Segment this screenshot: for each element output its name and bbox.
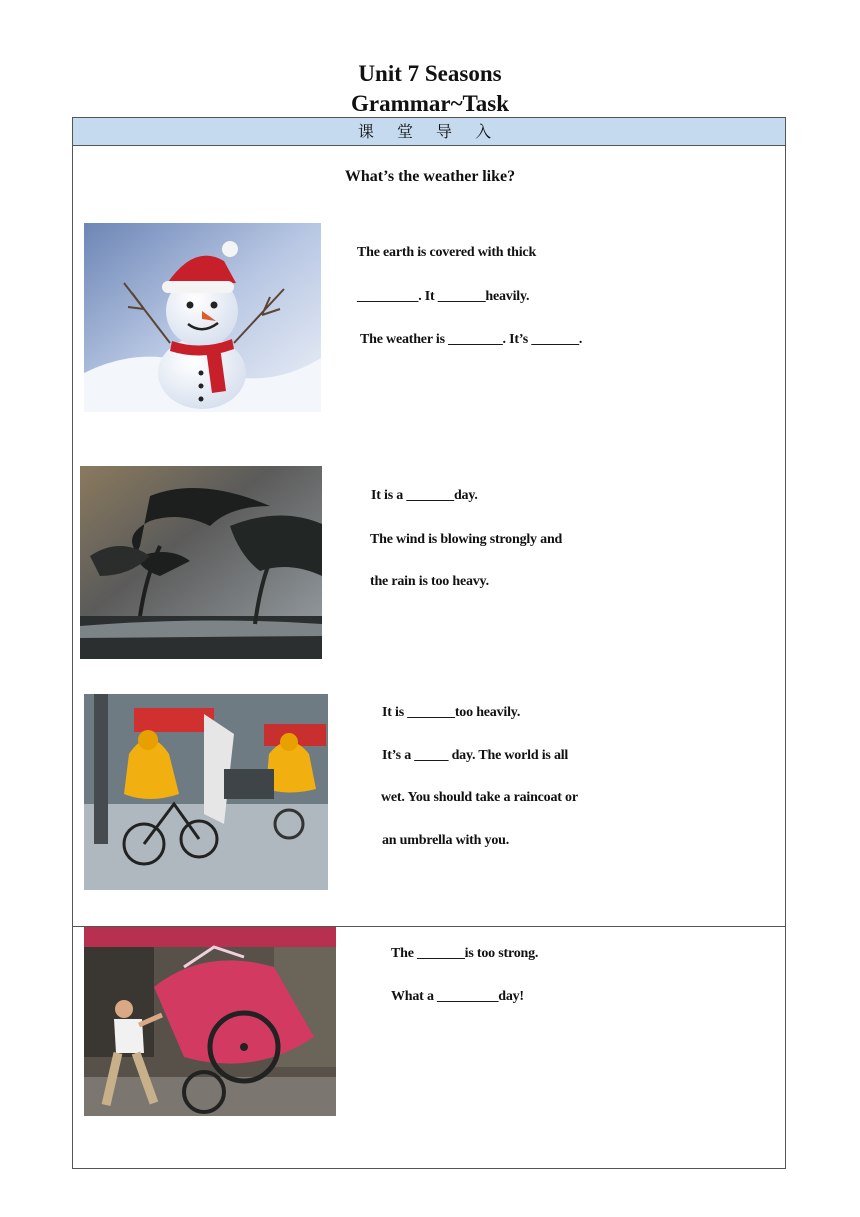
- section-header: 课 堂 导 入: [72, 117, 786, 146]
- rainy-cyclists-image: [84, 694, 328, 890]
- overturned-rickshaw-image: [84, 927, 336, 1116]
- windy-trees-image: [80, 466, 322, 659]
- item2-line3: the rain is too heavy.: [370, 574, 489, 589]
- item3-line3: wet. You should take a raincoat or: [381, 790, 578, 805]
- item4-line1: The _______is too strong.: [391, 946, 539, 961]
- document-title: Unit 7 Seasons: [358, 61, 502, 86]
- question-heading: What’s the weather like?: [344, 168, 516, 185]
- item2-line2: The wind is blowing strongly and: [370, 532, 563, 547]
- item3-line4: an umbrella with you.: [382, 833, 510, 848]
- document-subtitle: Grammar~Task: [350, 91, 510, 116]
- item1-line3: The weather is ________. It’s _______.: [360, 332, 583, 347]
- item3-line1: It is _______too heavily.: [382, 705, 521, 720]
- item1-line2: _________. It _______heavily.: [357, 289, 530, 304]
- item4-line2: What a _________day!: [391, 989, 524, 1004]
- item2-line1: It is a _______day.: [371, 488, 478, 503]
- item1-line1: The earth is covered with thick: [357, 245, 537, 260]
- item3-line2: It’s a _____ day. The world is all: [382, 748, 569, 763]
- snowman-image: [84, 223, 321, 412]
